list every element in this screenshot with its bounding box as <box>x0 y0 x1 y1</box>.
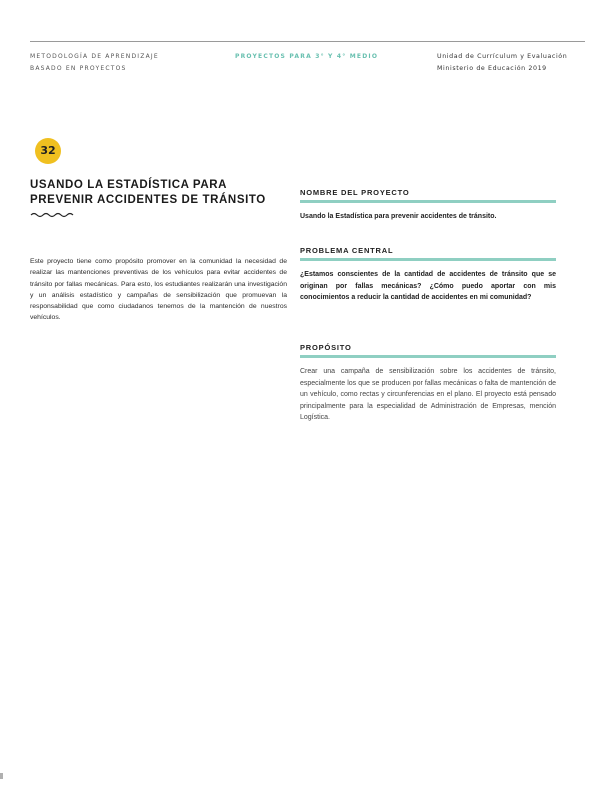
section-title: PROBLEMA CENTRAL <box>300 246 394 255</box>
project-number-badge: 32 <box>35 138 61 164</box>
wave-divider-icon <box>30 211 75 219</box>
section-body: Usando la Estadística para prevenir accidentes de tránsito. <box>300 213 497 220</box>
header-unit: Unidad de Currículum y Evaluación <box>437 53 568 60</box>
header-rule <box>30 41 585 42</box>
page-title: USANDO LA ESTADÍSTICA PARA PREVENIR ACCIDENTES DE TRÁNSITO <box>30 179 266 206</box>
header-methodology-sub: BASADO EN PROYECTOS <box>30 65 127 72</box>
header-center: PROYECTOS PARA 3° Y 4° MEDIO <box>235 53 379 60</box>
header-left <box>30 51 159 75</box>
section-central-problem <box>300 246 556 304</box>
header-right <box>437 51 567 75</box>
section-title: NOMBRE DEL PROYECTO <box>300 188 410 197</box>
header-methodology: METODOLOGÍA DE APRENDIZAJE <box>30 53 159 60</box>
section-rule <box>300 258 556 261</box>
section-purpose <box>300 343 556 424</box>
header-ministry: Ministerio de Educación 2019 <box>437 65 547 72</box>
section-project-name <box>300 188 556 223</box>
section-rule <box>300 200 556 203</box>
section-title: PROPÓSITO <box>300 343 352 352</box>
page-edge-mark <box>0 773 3 779</box>
section-body: ¿Estamos conscientes de la cantidad de accidentes de tránsito que se originan por fallas mecánicas? ¿Cómo puedo aportar con mis conocimientos a reducir la cantidad de accidentes en mi comunidad? <box>300 271 556 301</box>
section-body: Crear una campaña de sensibilización sobre los accidentes de tránsito, especialmente los que se producen por fallas mecánicas o falta de mantención de un vehículo, como rectas y circunferencias en el plano. El proyecto está pensado principalmente para la especialidad de Administración de Empresas, mención Logística. <box>300 368 556 421</box>
section-rule <box>300 355 556 358</box>
intro-paragraph: Este proyecto tiene como propósito promover en la comunidad la necesidad de realizar las mantenciones preventivas de los vehículos para evitar accidentes de tránsito por fallas mecánicas. Para esto, los estudiantes realizarán una investigación y un análisis estadístico y campañas de sensibilización que promuevan la responsabilidad que como ciudadanos tenemos de la mantención de nuestros vehículos. <box>30 258 287 322</box>
